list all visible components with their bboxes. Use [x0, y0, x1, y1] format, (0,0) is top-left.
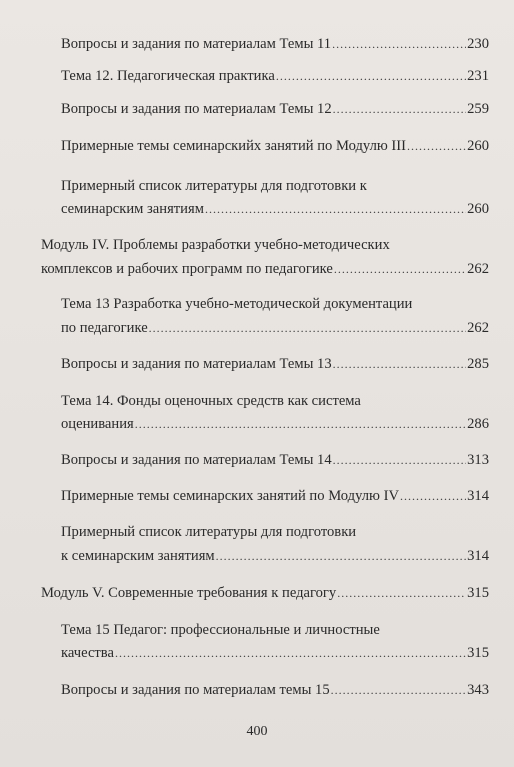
- leader-dots: [216, 547, 466, 565]
- toc-page-number: 262: [467, 261, 489, 277]
- toc-entry: [61, 415, 489, 433]
- toc-page-number: 315: [467, 585, 489, 601]
- leader-dots: [135, 415, 466, 433]
- toc-entry-first-line: Тема 14. Фонды оценочных средств как система: [61, 393, 361, 409]
- toc-entry-title: Вопросы и задания по материалам Темы 12: [61, 101, 332, 117]
- leader-dots: [333, 451, 466, 469]
- toc-page-number: 231: [467, 68, 489, 84]
- toc-entry-title: Модуль V. Современные требования к педагогу: [41, 585, 337, 601]
- toc-entry-title: Примерные темы семинарскийх занятий по Модулю III: [61, 138, 406, 154]
- leader-dots: [407, 137, 466, 155]
- toc-page-number: 313: [467, 452, 489, 468]
- leader-dots: [333, 100, 466, 118]
- toc-page-number: 259: [467, 101, 489, 117]
- page-folio-number: 400: [246, 724, 268, 739]
- toc-page-number: 260: [467, 138, 489, 154]
- toc-entry-title: Вопросы и задания по материалам Темы 13: [61, 356, 332, 372]
- leader-dots: [337, 584, 466, 602]
- toc-entry: [41, 584, 489, 602]
- toc-entry: [41, 260, 489, 278]
- leader-dots: [332, 35, 466, 53]
- leader-dots: [331, 681, 466, 699]
- toc-entry: [61, 137, 489, 155]
- toc-entry-first-line: Примерный список литературы для подготовки к: [61, 178, 367, 194]
- toc-page-number: 314: [467, 548, 489, 564]
- toc-entry: [61, 681, 489, 699]
- toc-entry-title: Вопросы и задания по материалам темы 15: [61, 682, 330, 698]
- toc-entry-first-line: Модуль IV. Проблемы разработки учебно-методических: [41, 237, 390, 253]
- toc-page-number: 230: [467, 36, 489, 52]
- toc-entry-title: семинарским занятиям: [61, 201, 204, 217]
- toc-entry: [61, 547, 489, 565]
- toc-entry-title: Вопросы и задания по материалам Темы 14: [61, 452, 332, 468]
- toc-page-number: 314: [467, 488, 489, 504]
- toc-entry-first-line: Тема 15 Педагог: профессиональные и личностные: [61, 622, 380, 638]
- toc-entry: [61, 35, 489, 53]
- toc-entry: [61, 200, 489, 218]
- leader-dots: [149, 319, 466, 337]
- toc-entry-title: к семинарским занятиям: [61, 548, 215, 564]
- leader-dots: [276, 67, 466, 85]
- toc-page-number: 285: [467, 356, 489, 372]
- leader-dots: [333, 355, 466, 373]
- toc-entry-title: комплексов и рабочих программ по педагогике: [41, 261, 333, 277]
- leader-dots: [115, 644, 466, 662]
- leader-dots: [400, 487, 466, 505]
- toc-entry: [61, 100, 489, 118]
- toc-entry: [61, 644, 489, 662]
- toc-entry: [61, 451, 489, 469]
- leader-dots: [205, 200, 466, 218]
- toc-entry-title: Тема 12. Педагогическая практика: [61, 68, 275, 84]
- toc-page-number: 315: [467, 645, 489, 661]
- toc-entry: [61, 487, 489, 505]
- toc-entry-first-line: Примерный список литературы для подготовки: [61, 524, 357, 540]
- toc-page-number: 262: [467, 320, 489, 336]
- toc-entry-first-line: Тема 13 Разработка учебно-методической документации: [61, 296, 413, 312]
- toc-entry-title: оценивания: [61, 416, 134, 432]
- toc-page-number: 343: [467, 682, 489, 698]
- toc-entry-title: качества: [61, 645, 114, 661]
- toc-page-number: 260: [467, 201, 489, 217]
- leader-dots: [334, 260, 466, 278]
- toc-page-number: 286: [467, 416, 489, 432]
- toc-entry: [61, 67, 489, 85]
- toc-entry: [61, 355, 489, 373]
- toc-entry-title: по педагогике: [61, 320, 148, 336]
- toc-entry-title: Примерные темы семинарских занятий по Модулю IV: [61, 488, 399, 504]
- toc-entry-title: Вопросы и задания по материалам Темы 11: [61, 36, 332, 52]
- toc-entry: [61, 319, 489, 337]
